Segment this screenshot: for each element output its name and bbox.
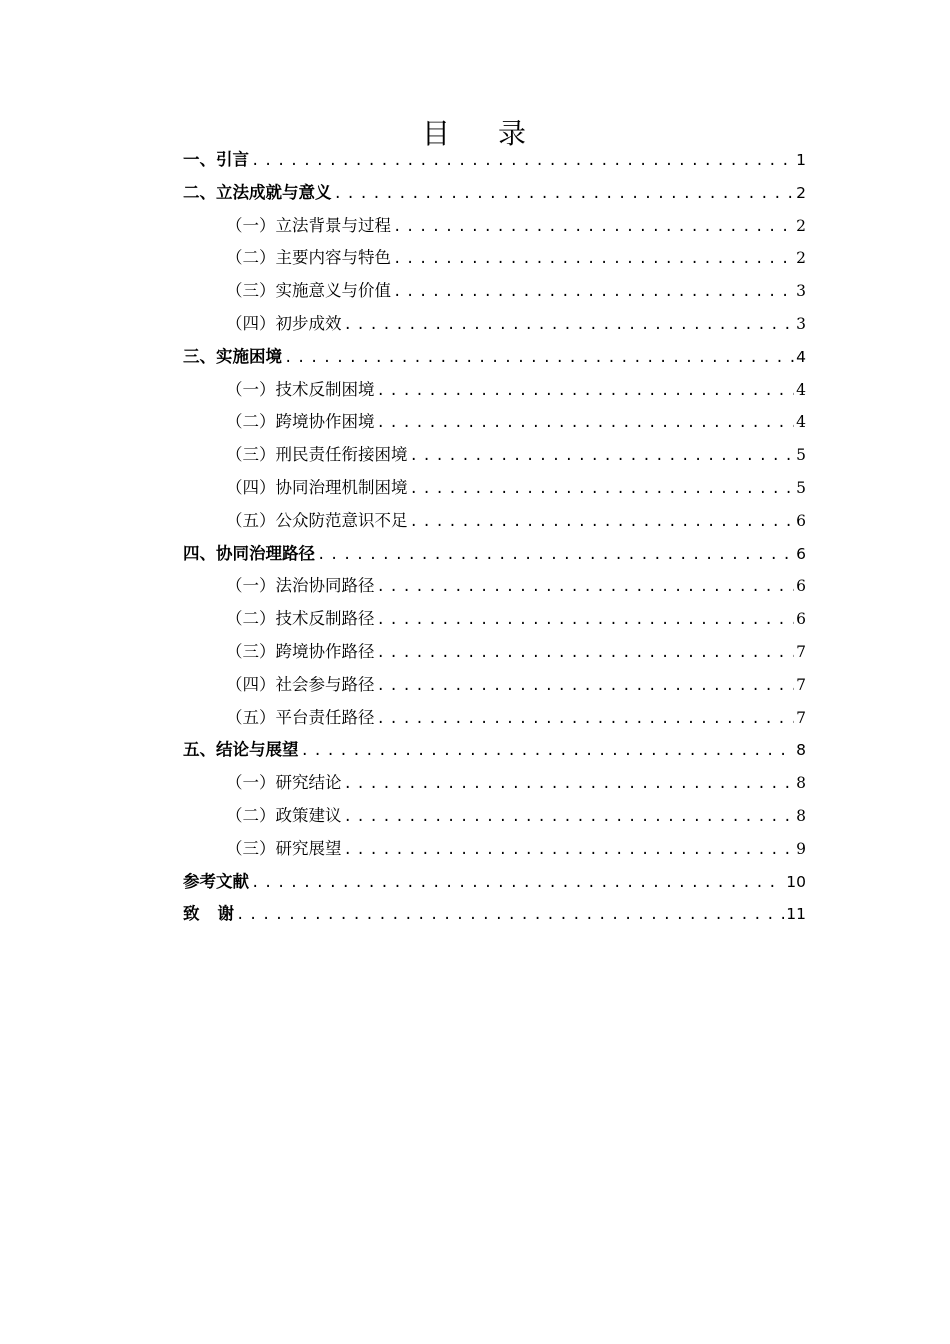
toc-entry-page: 6 <box>796 544 806 563</box>
toc-entry-page: 11 <box>786 905 806 924</box>
toc-subentry[interactable] <box>183 570 806 603</box>
toc-subentry[interactable] <box>183 833 806 866</box>
toc-subentry-label: （五）平台责任路径 <box>226 707 375 727</box>
toc-entry-label: 一、引言 <box>183 150 249 169</box>
toc-subentry-page: 4 <box>796 380 806 399</box>
toc-subentry[interactable] <box>183 767 806 800</box>
toc-subentry-page: 6 <box>796 511 806 530</box>
dot-leader <box>251 867 784 900</box>
toc-entry-page: 4 <box>796 347 806 366</box>
toc-subentry-label: （一）研究结论 <box>226 773 342 793</box>
toc-subentry[interactable] <box>183 308 806 341</box>
ack-char-second: 谢 <box>217 904 234 924</box>
toc-entry[interactable] <box>183 177 806 210</box>
dot-leader <box>344 801 795 834</box>
toc-subentry-label: （二）主要内容与特色 <box>226 248 391 268</box>
dot-leader <box>377 670 795 703</box>
toc-subentry-label: （三）研究展望 <box>226 838 342 858</box>
toc-subentry[interactable] <box>183 374 806 407</box>
toc-entry-label: 三、实施困境 <box>183 346 282 366</box>
dot-leader <box>393 276 794 309</box>
toc-subentry-page: 7 <box>796 708 806 727</box>
toc-entry[interactable] <box>183 538 806 571</box>
toc-subentry[interactable] <box>183 242 806 275</box>
dot-leader <box>377 703 795 736</box>
toc-entry-label: 参考文献 <box>183 871 249 891</box>
toc-entry-label: 五、结论与展望 <box>183 740 299 760</box>
toc-subentry-page: 2 <box>796 249 806 268</box>
toc-entry-page: 10 <box>786 872 806 891</box>
title-char-right: 录 <box>498 117 529 150</box>
toc-subentry-page: 5 <box>796 478 806 497</box>
toc-entry-page: 1 <box>796 151 806 169</box>
dot-leader <box>334 178 795 211</box>
toc-subentry-label: （三）实施意义与价值 <box>226 281 391 301</box>
toc-subentry[interactable] <box>183 406 806 439</box>
dot-leader <box>344 768 795 801</box>
toc-subentry[interactable] <box>183 603 806 636</box>
title-char-left: 目 <box>421 117 452 150</box>
toc-subentry-page: 8 <box>796 806 806 825</box>
toc-entry-label <box>183 898 234 931</box>
toc-subentry-page: 3 <box>796 314 806 333</box>
toc-entry-label: 二、立法成就与意义 <box>183 182 332 202</box>
toc-subentry-page: 8 <box>796 774 806 793</box>
toc-entry-page: 8 <box>796 741 806 760</box>
dot-leader <box>301 735 795 768</box>
toc-entry-label: 四、协同治理路径 <box>183 543 315 563</box>
dot-leader <box>377 375 795 408</box>
toc-subentry-label: （一）立法背景与过程 <box>226 215 391 235</box>
dot-leader <box>377 571 795 604</box>
dot-leader <box>317 539 794 572</box>
toc-subentry[interactable] <box>183 636 806 669</box>
toc-entry[interactable] <box>183 898 806 931</box>
toc-subentry[interactable] <box>183 702 806 735</box>
dot-leader <box>284 342 794 375</box>
toc-subentry-label: （一）法治协同路径 <box>226 576 375 596</box>
dot-leader <box>393 243 794 276</box>
toc-subentry[interactable] <box>183 439 806 472</box>
toc-subentry-label: （五）公众防范意识不足 <box>226 510 408 530</box>
toc-subentry[interactable] <box>183 505 806 538</box>
toc-subentry[interactable] <box>183 800 806 833</box>
toc-subentry-page: 5 <box>796 446 806 465</box>
dot-leader <box>344 834 795 867</box>
table-of-contents <box>183 144 806 931</box>
toc-entry-page: 2 <box>796 183 806 202</box>
toc-subentry-page: 7 <box>796 675 806 694</box>
toc-subentry-label: （一）技术反制困境 <box>226 379 375 399</box>
dot-leader <box>344 309 795 342</box>
toc-subentry-label: （三）刑民责任衔接困境 <box>226 445 408 465</box>
toc-entry[interactable] <box>183 341 806 374</box>
ack-char-first: 致 <box>183 904 200 924</box>
toc-subentry-label: （二）跨境协作困境 <box>226 412 375 432</box>
toc-subentry-page: 2 <box>796 216 806 235</box>
toc-subentry[interactable] <box>183 210 806 243</box>
toc-subentry-label: （四）初步成效 <box>226 313 342 333</box>
toc-subentry-page: 9 <box>796 839 806 858</box>
toc-subentry[interactable] <box>183 275 806 308</box>
toc-entry[interactable] <box>183 866 806 899</box>
toc-subentry-page: 4 <box>796 413 806 432</box>
toc-subentry-label: （二）政策建议 <box>226 805 342 825</box>
toc-subentry[interactable] <box>183 472 806 505</box>
toc-entry[interactable] <box>183 734 806 767</box>
toc-subentry[interactable] <box>183 669 806 702</box>
dot-leader <box>377 407 795 440</box>
dot-leader <box>251 145 794 178</box>
dot-leader <box>393 211 794 244</box>
toc-subentry-label: （三）跨境协作路径 <box>226 641 375 661</box>
toc-subentry-page: 6 <box>796 577 806 596</box>
toc-subentry-page: 6 <box>796 610 806 629</box>
toc-subentry-label: （二）技术反制路径 <box>226 609 375 629</box>
dot-leader <box>377 604 795 637</box>
toc-subentry-page: 3 <box>796 282 806 301</box>
dot-leader <box>410 506 795 539</box>
toc-subentry-label: （四）社会参与路径 <box>226 674 375 694</box>
dot-leader <box>236 899 784 932</box>
toc-subentry-label: （四）协同治理机制困境 <box>226 477 408 497</box>
dot-leader <box>410 473 795 506</box>
dot-leader <box>410 440 795 473</box>
toc-subentry-page: 7 <box>796 642 806 661</box>
dot-leader <box>377 637 795 670</box>
toc-entry[interactable] <box>183 144 806 177</box>
